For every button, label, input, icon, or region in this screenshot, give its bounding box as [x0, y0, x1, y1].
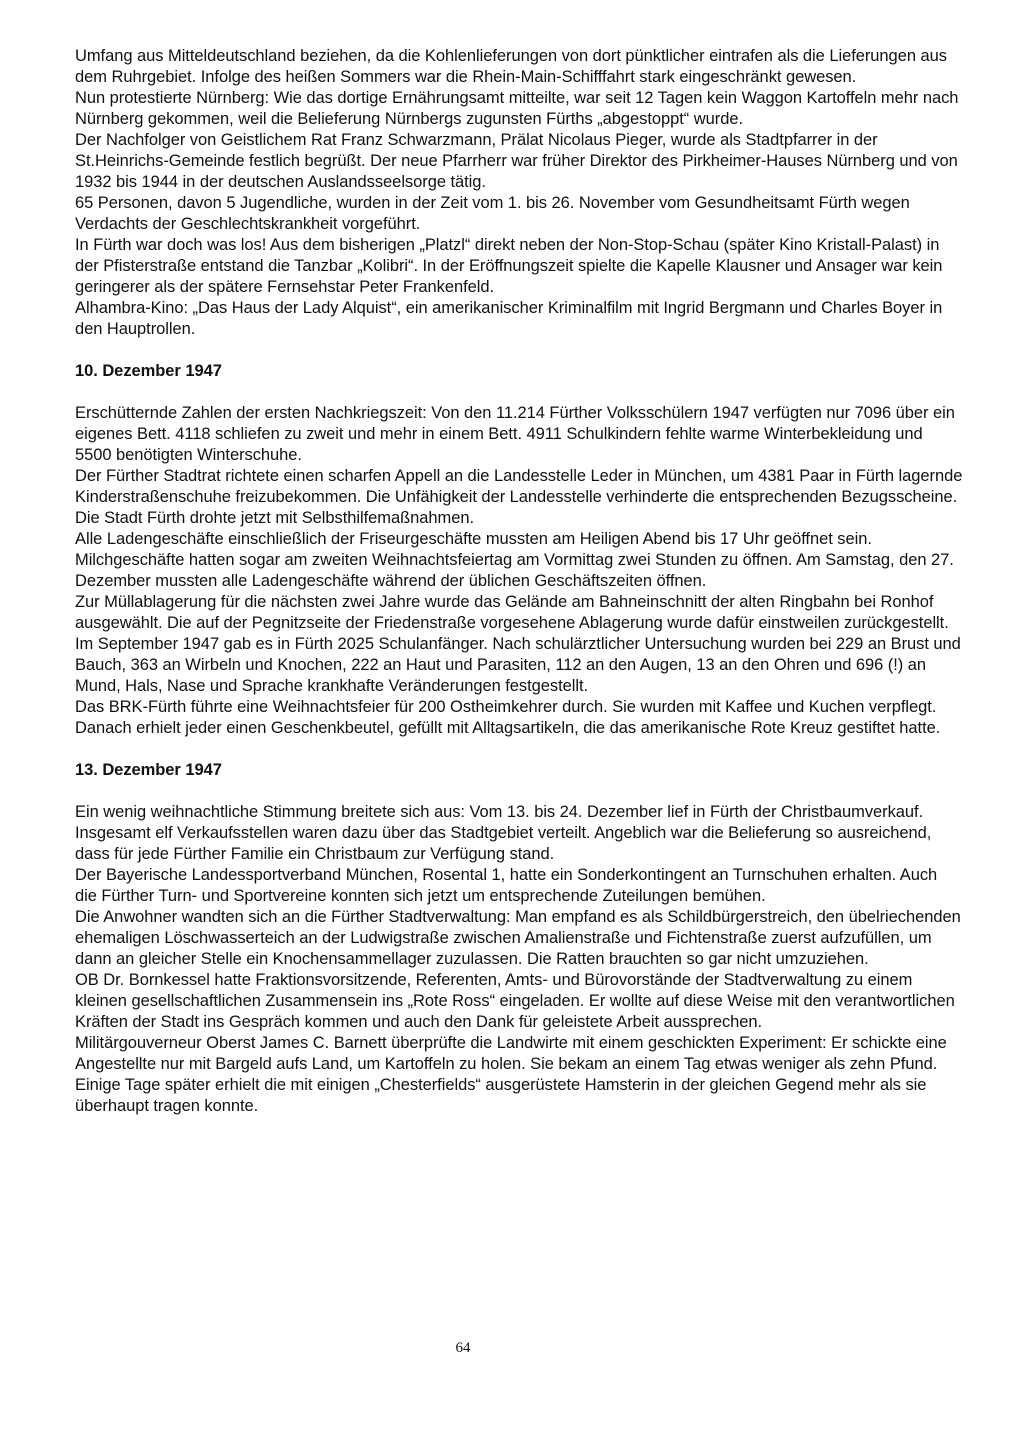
paragraph: Das BRK-Fürth führte eine Weihnachtsfeier für 200 Ostheimkehrer durch. Sie wurden mit Kaffee und Kuchen verpflegt. Danach erhielt jeder einen Geschenkbeutel, gefüllt mit Alltagsartikeln, die das amerikanische Rote Kreuz gestiftet hatte.: [75, 698, 941, 737]
paragraph: In Fürth war doch was los! Aus dem bisherigen „Platzl“ direkt neben der Non-Stop-Schau (später Kino Kristall-Palast) in der Pfisterstraße entstand die Tanzbar „Kolibri“. In der Eröffnungszeit spielte die Kapelle Klausner und Ansager war kein geringerer als der spätere Fernsehstar Peter Frankenfeld.: [75, 236, 943, 296]
section-heading: 13. Dezember 1947: [75, 761, 222, 779]
section-heading: 10. Dezember 1947: [75, 362, 222, 380]
paragraph: Der Fürther Stadtrat richtete einen scharfen Appell an die Landesstelle Leder in München, um 4381 Paar in Fürth lagernde Kinderstraßenschuhe freizubekommen. Die Unfähigkeit der Landesstelle verhinderte die entsprechenden Bezugsscheine. Die Stadt Fürth drohte jetzt mit Selbsthilfemaßnahmen.: [75, 467, 963, 527]
paragraph: Nun protestierte Nürnberg: Wie das dortige Ernährungsamt mitteilte, war seit 12 Tagen kein Waggon Kartoffeln mehr nach Nürnberg gekommen, weil die Belieferung Nürnbergs zugunsten Fürths „abgestoppt“ wurde.: [75, 89, 959, 128]
page-number: 64: [455, 1340, 471, 1356]
paragraph: Erschütternde Zahlen der ersten Nachkriegszeit: Von den 11.214 Fürther Volksschülern 1947 verfügten nur 7096 über ein eigenes Bett. 4118 schliefen zu zweit und mehr in einem Bett. 4911 Schulkindern fehlte warme Winterbekleidung und 5500 benötigten Winterschuhe.: [75, 404, 955, 464]
paragraph: Alhambra-Kino: „Das Haus der Lady Alquist“, ein amerikanischer Kriminalfilm mit Ingrid Bergmann und Charles Boyer in den Hauptrollen.: [75, 299, 943, 338]
section-continuation: [75, 46, 963, 340]
paragraph: Im September 1947 gab es in Fürth 2025 Schulanfänger. Nach schulärztlicher Untersuchung wurden bei 229 an Brust und Bauch, 363 an Wirbeln und Knochen, 222 an Haut und Parasiten, 112 an den Augen, 13 an den Ohren und 696 (!) an Mund, Hals, Nase und Sprache krankhafte Veränderungen festgestellt.: [75, 635, 961, 695]
paragraph: Die Anwohner wandten sich an die Fürther Stadtverwaltung: Man empfand es als Schildbürgerstreich, den übelriechenden ehemaligen Löschwasserteich an der Ludwigstraße zwischen Amalienstraße und Fichtenstraße zuerst aufzufüllen, um dann an gleicher Stelle ein Knochensammellager zuzulassen. Die Ratten brauchten so gar nicht umzuziehen.: [75, 908, 961, 968]
paragraph: Alle Ladengeschäfte einschließlich der Friseurgeschäfte mussten am Heiligen Abend bis 17 Uhr geöffnet sein. Milchgeschäfte hatten sogar am zweiten Weihnachtsfeiertag am Vormittag zwei Stunden zu öffnen. Am Samstag, den 27. Dezember mussten alle Ladengeschäfte während der üblichen Geschäftszeiten öffnen.: [75, 530, 954, 590]
paragraph: Umfang aus Mitteldeutschland beziehen, da die Kohlenlieferungen von dort pünktlicher eintrafen als die Lieferungen aus dem Ruhrgebiet. Infolge des heißen Sommers war die Rhein-Main-Schifffahrt stark eingeschränkt gewesen.: [75, 47, 947, 86]
paragraph: Zur Müllablagerung für die nächsten zwei Jahre wurde das Gelände am Bahneinschnitt der alten Ringbahn bei Ronhof ausgewählt. Die auf der Pegnitzseite der Friedenstraße vorgesehene Ablagerung wurde dafür einstweilen zurückgestellt.: [75, 593, 949, 632]
paragraph: Der Bayerische Landessportverband München, Rosental 1, hatte ein Sonderkontingent an Turnschuhen erhalten. Auch die Fürther Turn- und Sportvereine konnten sich jetzt um entsprechende Zuteilungen bemühen.: [75, 866, 938, 905]
page-text-block: [75, 46, 963, 1117]
paragraph: Ein wenig weihnachtliche Stimmung breitete sich aus: Vom 13. bis 24. Dezember lief in Fürth der Christbaumverkauf. Insgesamt elf Verkaufsstellen waren dazu über das Stadtgebiet verteilt. Angeblich war die Belieferung so ausreichend, dass für jede Fürther Familie ein Christbaum zur Verfügung stand.: [75, 803, 932, 863]
paragraph: Militärgouverneur Oberst James C. Barnett überprüfte die Landwirte mit einem geschickten Experiment: Er schickte eine Angestellte nur mit Bargeld aufs Land, um Kartoffeln zu holen. Sie bekam an einem Tag etwas weniger als zehn Pfund. Einige Tage später erhielt die mit einigen „Chesterfields“ ausgerüstete Hamsterin in der gleichen Gegend mehr als sie überhaupt tragen konnte.: [75, 1034, 947, 1115]
paragraph: OB Dr. Bornkessel hatte Fraktionsvorsitzende, Referenten, Amts- und Bürovorstände der Stadtverwaltung zu einem kleinen gesellschaftlichen Zusammensein ins „Rote Ross“ eingeladen. Er wollte auf diese Weise mit den verantwortlichen Kräften der Stadt ins Gespräch kommen und auch den Dank für geleistete Arbeit aussprechen.: [75, 971, 955, 1031]
paragraph: 65 Personen, davon 5 Jugendliche, wurden in der Zeit vom 1. bis 26. November vom Gesundheitsamt Fürth wegen Verdachts der Geschlechtskrankheit vorgeführt.: [75, 194, 910, 233]
paragraph: Der Nachfolger von Geistlichem Rat Franz Schwarzmann, Prälat Nicolaus Pieger, wurde als Stadtpfarrer in der St.Heinrichs-Gemeinde festlich begrüßt. Der neue Pfarrherr war früher Direktor des Pirkheimer-Hauses Nürnberg und von 1932 bis 1944 in der deutschen Auslandsseelsorge tätig.: [75, 131, 958, 191]
section-10-dezember-1947: [75, 361, 963, 739]
section-13-dezember-1947: [75, 760, 963, 1117]
